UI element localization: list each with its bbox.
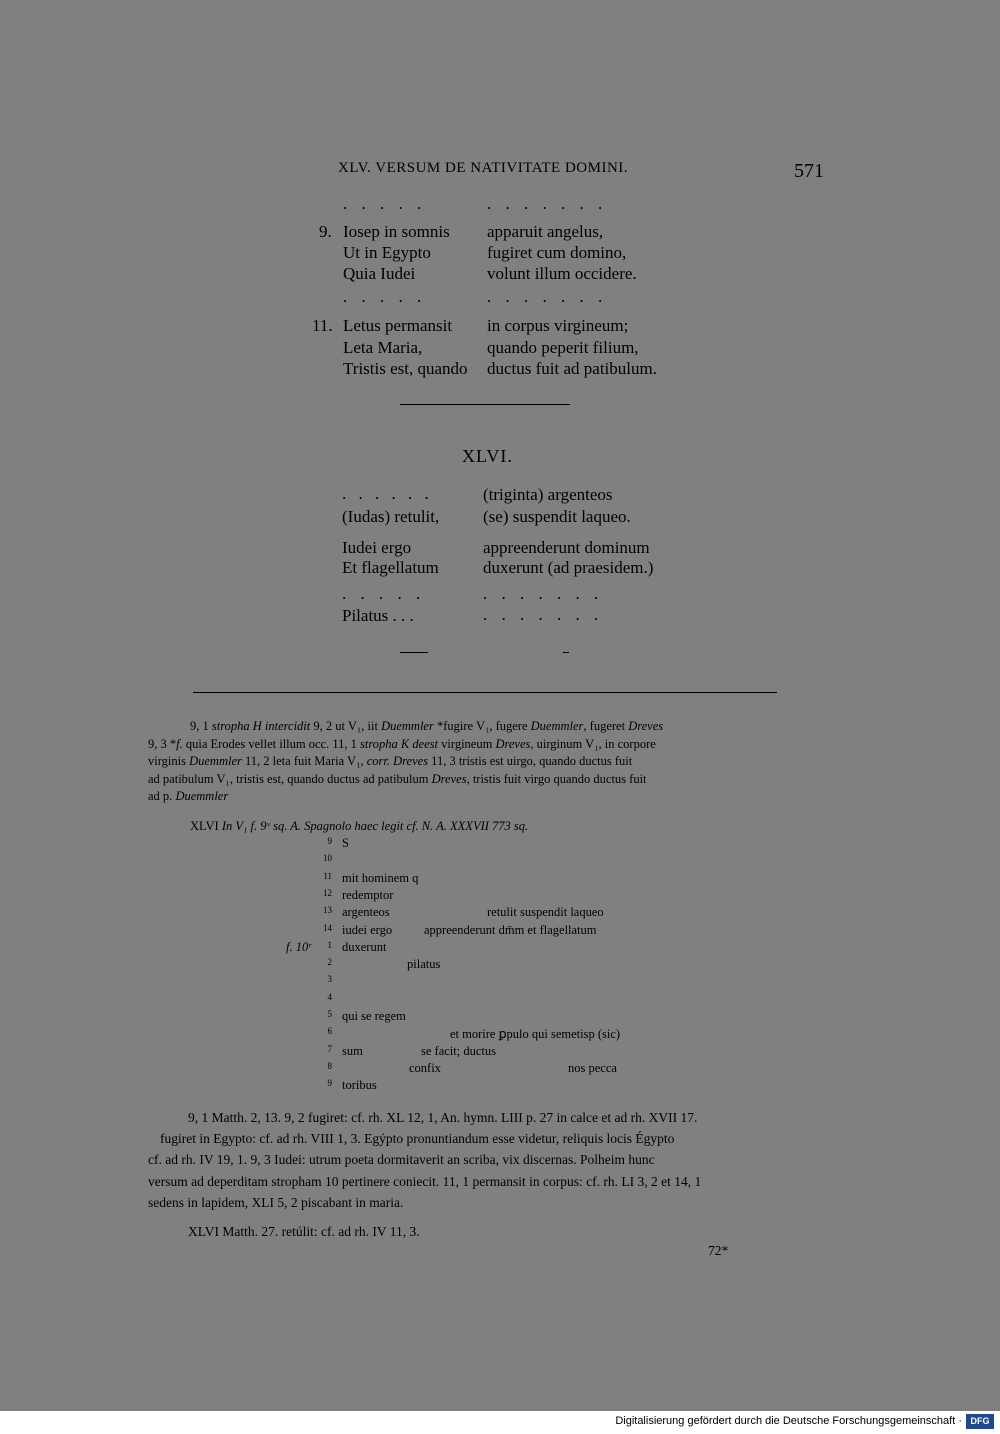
text: , fugeret <box>583 719 629 733</box>
apparatus-line <box>148 788 228 805</box>
verse-left: Iudei ergo <box>342 538 412 557</box>
verse-right: volunt illum occidere. <box>487 264 637 283</box>
text: Duemmler <box>530 719 584 733</box>
text: ad p. <box>148 789 176 803</box>
folio-mark: f. 10ʳ <box>286 939 311 954</box>
stanza-number: 11. <box>312 316 333 335</box>
transcription-text: S <box>342 836 349 850</box>
transcription-text: se facit; ductus <box>421 1043 496 1058</box>
verse-left: . . . . . . <box>342 484 433 503</box>
end-mark <box>563 652 569 653</box>
transcription-text: nos pecca <box>568 1060 617 1075</box>
verse-right: appreenderunt dominum <box>483 538 650 557</box>
end-mark <box>400 652 428 653</box>
verse-right: . . . . . . . <box>483 605 604 624</box>
text: Dreves <box>495 737 531 751</box>
verse-left: Pilatus . . . <box>342 606 414 625</box>
verse-right: . . . . . . . <box>483 584 604 603</box>
line-number: 14 <box>323 922 332 933</box>
ellipsis-right: . . . . . . . <box>487 287 608 306</box>
verse-right: apparuit angelus, <box>487 222 604 241</box>
line-number: 11 <box>323 870 332 881</box>
text: *fugire V₁, fugere <box>433 719 531 733</box>
transcription-text: sum <box>342 1043 363 1058</box>
text: Duemmler <box>175 789 229 803</box>
running-head: XLV. VERSUM DE NATIVITATE DOMINI. <box>338 160 629 176</box>
ellipsis-right: . . . . . . . <box>487 194 608 213</box>
verse-left: . . . . . <box>342 584 426 603</box>
note-line: cf. ad rh. IV 19, 1. 9, 3 Iudei: utrum poeta dormitaverit an scriba, vix discernas. Polheim hunc <box>148 1152 655 1167</box>
text: 11, 2 leta fuit Maria V₁, <box>241 754 367 768</box>
text: XLVI <box>190 819 222 833</box>
verse-left: Ut in Egypto <box>343 243 431 262</box>
note-line: versum ad deperditam stropham 10 pertinere coniecit. 11, 1 permansit in corpus: cf. rh. LI 3, 2 et 14, 1 <box>148 1174 702 1189</box>
verse-left: Tristis est, quando <box>343 359 468 378</box>
apparatus-line <box>190 718 663 735</box>
page-number: 571 <box>794 160 824 182</box>
note-line: 9, 1 Matth. 2, 13. 9, 2 fugiret: cf. rh. XL 12, 1, An. hymn. LIII p. 27 in calce et ad rh. XVII 17. <box>188 1110 698 1125</box>
apparatus-line <box>148 753 632 770</box>
verse-left: Iosep in somnis <box>343 222 450 241</box>
text: 9, 2 ut V₁, iit <box>310 719 382 733</box>
line-number: 9 <box>327 836 332 846</box>
text: stropha K deest <box>360 737 439 751</box>
footer-text: Digitalisierung gefördert durch die Deutsche Forschungsgemeinschaft · <box>615 1415 962 1427</box>
apparatus-xlvi-intro <box>190 818 528 835</box>
verse-right: in corpus virgineum; <box>487 316 629 335</box>
text: , tristis fuit virgo quando ductus fuit <box>466 772 647 786</box>
text: 11, 3 tristis est uirgo, quando ductus fuit <box>428 754 633 768</box>
verse-left: Quia Iudei <box>343 264 416 283</box>
verse-right: (se) suspendit laqueo. <box>483 507 631 526</box>
line-number: 10 <box>323 853 332 864</box>
text: Duemmler <box>381 719 434 733</box>
text: Dreves <box>431 772 467 786</box>
transcription-text: qui se regem <box>342 1009 406 1023</box>
verse-left: Leta Maria, <box>343 338 423 357</box>
text: Dreves <box>628 719 664 733</box>
transcription-text: duxerunt <box>342 939 387 954</box>
note-line: sedens in lapidem, XLI 5, 2 piscabant in maria. <box>148 1195 404 1210</box>
dfg-logo-icon[interactable]: DFG <box>966 1414 994 1429</box>
transcription-text: et morire ꝑpulo qui semetisp (sic) <box>450 1027 621 1042</box>
text: In V₁ f. 9ᵛ sq. A. Spagnolo haec legit cf. N. A. XXXVII 773 sq. <box>221 819 529 833</box>
line-number: 5 <box>327 1009 332 1019</box>
verse-right: duxerunt (ad praesidem.) <box>483 558 654 577</box>
poem-heading: XLVI. <box>462 446 513 466</box>
text: virgineum <box>438 737 496 751</box>
transcription-text: mit hominem q <box>342 870 419 885</box>
text: , uirginum V₁, in corpore <box>530 737 656 751</box>
line-number: 3 <box>327 974 332 985</box>
line-number: 13 <box>323 905 332 916</box>
line-number: 1 <box>327 939 332 950</box>
transcription-text: toribus <box>342 1078 377 1093</box>
ellipsis-left: . . . . . <box>343 194 427 213</box>
transcription-text: pilatus <box>407 957 441 972</box>
footnote-rule <box>193 692 777 693</box>
verse-right: quando peperit filium, <box>487 338 639 357</box>
ellipsis-left: . . . . . <box>343 287 427 306</box>
line-number: 4 <box>327 991 332 1002</box>
line-number: 8 <box>327 1060 332 1071</box>
line-number: 7 <box>327 1043 332 1054</box>
transcription-text: appreenderunt dm̄m et flagellatum <box>424 922 597 937</box>
text: 9, 3 * <box>148 737 177 751</box>
transcription-text: redemptor <box>342 887 394 902</box>
transcription-text: iudei ergo <box>342 922 393 937</box>
section-divider <box>400 404 570 405</box>
line-number: 6 <box>327 1026 332 1037</box>
verse-right: (triginta) argenteos <box>483 485 613 504</box>
text: 9, 1 <box>190 719 212 733</box>
text: Duemmler <box>189 754 242 768</box>
apparatus-line <box>148 736 656 753</box>
text: quia Erodes vellet illum occ. 11, 1 <box>182 737 361 751</box>
note-line: fugiret in Egypto: cf. ad rh. VIII 1, 3. Egýpto pronuntiandum esse videtur, reliquis locis Égypto <box>160 1131 675 1146</box>
stanza-number: 9. <box>319 222 332 241</box>
transcription-text: argenteos <box>342 905 390 920</box>
line-number: 2 <box>327 957 332 968</box>
verse-left: Letus permansit <box>343 316 453 335</box>
signature-mark: 72* <box>708 1243 729 1258</box>
text: f. <box>176 737 183 751</box>
transcription-text: retulit suspendit laqueo <box>487 905 604 920</box>
verse-left: Et flagellatum <box>342 558 439 577</box>
verse-left: (Iudas) retulit, <box>342 507 440 526</box>
line-number: 9 <box>327 1078 332 1089</box>
transcription-text: confix <box>409 1060 441 1075</box>
text: corr. Dreves <box>366 754 429 768</box>
text: virginis <box>148 754 190 768</box>
apparatus-line <box>148 771 647 788</box>
note-line: XLVI Matth. 27. retúlit: cf. ad rh. IV 11, 3. <box>188 1224 420 1239</box>
text: stropha H intercidit <box>211 719 311 733</box>
verse-right: ductus fuit ad patibulum. <box>487 359 657 378</box>
verse-right: fugiret cum domino, <box>487 243 627 262</box>
footer-bar <box>0 1411 1000 1434</box>
text: ad patibulum V₁, tristis est, quando ductus ad patibulum <box>148 772 432 786</box>
line-number: 12 <box>323 887 332 898</box>
